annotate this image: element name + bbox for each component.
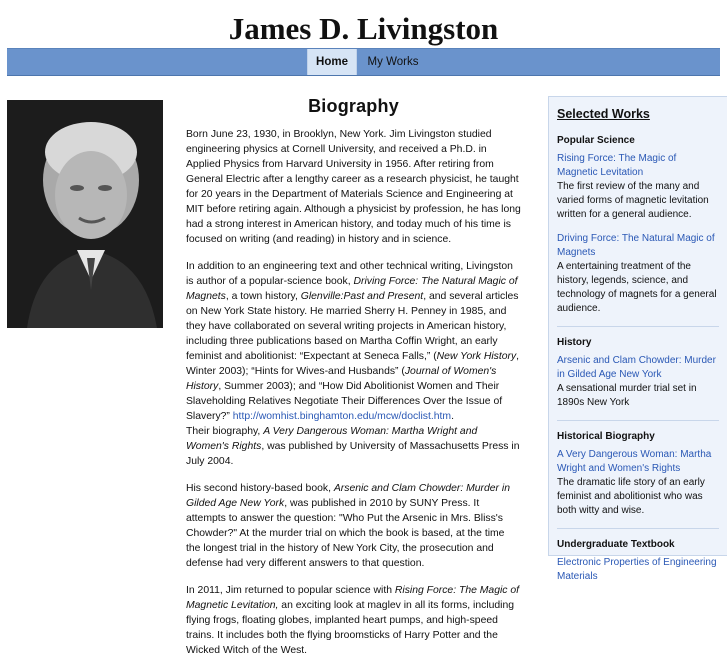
divider [557, 420, 719, 421]
work-item [557, 448, 719, 518]
category-heading: Popular Science [557, 135, 635, 146]
work-item [557, 354, 719, 410]
work-description: A entertaining treatment of the history, legends, science, and technology of magnets for a general audience. [557, 261, 717, 314]
book-title: Glenville:Past and Present [300, 291, 424, 302]
work-description: A sensational murder trial set in 1890s New York [557, 383, 697, 408]
page-heading: Biography [308, 96, 399, 116]
womhist-link[interactable]: http://womhist.binghamton.edu/mcw/doclist.htm [232, 411, 452, 422]
bio-paragraph-1: Born June 23, 1930, in Brooklyn, New York. Jim Livingston studied engineering physics at Cornell University, and received a Ph.D. in Applied Physics from Harvard University in 1956. After retiring from General Electric after a lengthy career as a research physicist, he taught for 20 years in the Department of Materials Science and Engineering at MIT before retiring again. Although a physicist by profession, he has long had a strong interest in American history, and today much of his time is focused on writing (and reading) in history and in science. [186, 129, 521, 245]
category-heading: Historical Biography [557, 431, 655, 442]
category-heading: History [557, 337, 592, 348]
work-link[interactable]: Driving Force: The Natural Magic of Magnets [557, 233, 715, 258]
divider [557, 528, 719, 529]
category-heading: Undergraduate Textbook [557, 539, 675, 550]
work-item [557, 556, 719, 584]
book-title: Driving Force: The Natural Magic of Magnets [186, 276, 518, 302]
work-link[interactable]: Rising Force: The Magic of Magnetic Levitation [557, 153, 677, 178]
work-item [557, 152, 719, 222]
work-link[interactable]: Electronic Properties of Engineering Materials [557, 557, 717, 582]
work-description: The first review of the many and varied forms of magnetic levitation written for a general audience. [557, 181, 709, 220]
book-title: A Very Dangerous Woman: Martha Wright and Women's Rights [186, 426, 478, 452]
author-portrait [7, 100, 163, 328]
bio-paragraph-3: His second history-based book, Arsenic and Clam Chowder: Murder in Gilded Age New York, was published in 2010 by SUNY Press. It attempts to answer the question: "Who Put the Arsenic in Mrs. Bliss's Chowder?" At the murder trial on which the book is based, at the time the longest trial in the history of New York City, the prosecution and defense had very different answers to that question. [186, 483, 510, 569]
work-link[interactable]: A Very Dangerous Woman: Martha Wright and Women's Rights [557, 449, 712, 474]
navbar [7, 48, 720, 76]
sidebar-heading: Selected Works [557, 107, 650, 121]
portrait-photo-icon [7, 100, 163, 328]
divider [557, 326, 719, 327]
selected-works-sidebar [548, 96, 727, 582]
work-description: The dramatic life story of an early feminist and abolitionist who was both witty and wise. [557, 477, 705, 516]
work-link[interactable]: Arsenic and Clam Chowder: Murder in Gilded Age New York [557, 355, 716, 380]
nav-home[interactable]: Home [307, 49, 357, 75]
work-item [557, 232, 719, 316]
site-title: James D. Livingston [228, 11, 499, 46]
book-title: Rising Force: The Magic of Magnetic Levitation, [186, 585, 520, 611]
journal-title: Journal of Women's History [186, 366, 497, 392]
bio-paragraph-2: In addition to an engineering text and other technical writing, Livingston is author of a popular-science book, Driving Force: The Natural Magic of Magnets, a town history, Glenville:Past and Present, and several articles on New York State history. He married Sherry H. Penney in 1985, and they have collaborated on several writing projects in American history, including three publications based on Martha Coffin Wright, an early feminist and abolitionist: “Expectant at Seneca Falls,” (New York History, Winter 2003); “Hints for Wives-and Husbands” (Journal of Women's History, Summer 2003); and “How Did Abolitionist Women and Their Slaveholding Relatives Negotiate Their Differences Over the Issue of Slavery?” http://womhist.binghamton.edu/mcw/doclist.htm. Their biography, A Very Dangerous Woman: Martha Wright and Women's Rights, was published by University of Massachusetts Press in July 2004. [186, 261, 520, 467]
journal-title: New York History [436, 351, 517, 362]
bio-paragraph-4: In 2011, Jim returned to popular science with Rising Force: The Magic of Magnetic Levitation, an exciting look at maglev in all its forms, including flying frogs, floating globes, implanted heart pumps, and high-speed trains. It includes both the flying broomsticks of Harry Potter and the Wicked Witch of the West. [186, 585, 520, 656]
biography-content [186, 96, 521, 670]
nav-my-works[interactable]: My Works [367, 56, 419, 68]
book-title: Arsenic and Clam Chowder: Murder in Gilded Age New York [186, 483, 510, 509]
